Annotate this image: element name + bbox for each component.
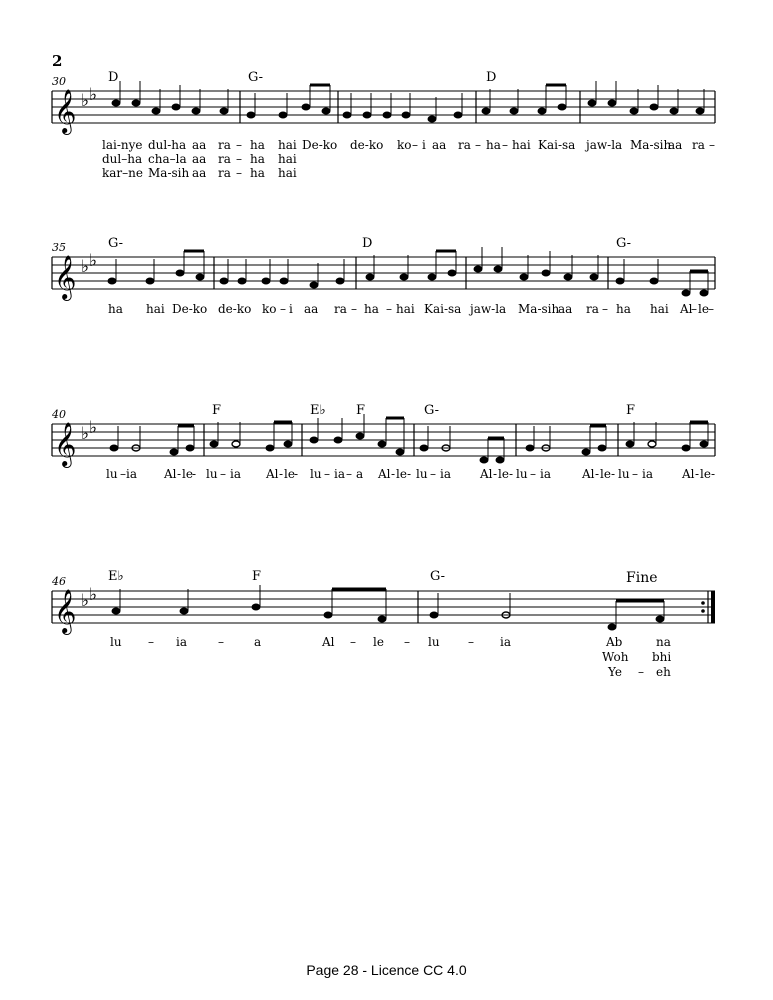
fine-marking: Fine [626,570,658,586]
lyric-syllable: hai [512,138,531,152]
lyric-syllable: – [148,635,154,649]
lyric-syllable: lu [516,467,528,481]
lyric-syllable: – [236,152,242,166]
flat-icon: ♭ [89,418,98,438]
lyric-syllable: jaw-la [470,302,507,316]
lyric-syllable: Kai-sa [424,302,462,316]
lyric-syllable: Al [322,635,335,649]
lyric-syllable: – [475,138,481,152]
lyric-syllable: ia [126,467,137,481]
lyric-syllable: Kai-sa [538,138,576,152]
chord-symbol: F [356,403,366,418]
chord-symbol: F [626,403,636,418]
lyric-syllable: ia [230,467,241,481]
lyric-syllable: na [656,635,671,649]
lyric-syllable: lu [206,467,218,481]
repeat-dot [701,609,705,613]
lyric-syllable: aa [668,138,683,152]
chord-symbol: D [108,70,119,85]
lyric-syllable: – [120,467,126,481]
lyric-syllable: hai [396,302,415,316]
chord-symbol: G- [248,70,264,85]
measure-number: 30 [52,75,66,88]
lyric-syllable: - [695,467,700,481]
lyric-syllable: Ye [608,665,622,679]
final-barline [711,591,715,623]
flat-icon: ♭ [89,251,98,271]
lyric-syllable: - [711,467,716,481]
lyric-syllable: le [498,467,509,481]
lyric-syllable: – [386,302,392,316]
lyric-syllable: Al [378,467,391,481]
lyric-syllable: - [493,467,498,481]
lyric-syllable: a [356,467,364,481]
lyric-syllable: ia [500,635,511,649]
lyric-syllable: dul-ha [148,138,187,152]
lyric-syllable: - [294,467,299,481]
page-footer: Page 28 - Licence CC 4.0 [306,962,467,978]
flat-icon: ♭ [89,85,98,105]
lyric-syllable: - [407,467,412,481]
flat-icon: ♭ [89,585,98,605]
lyric-syllable: ha [250,152,265,166]
lyric-syllable: le [182,467,193,481]
lyric-syllable: ha [616,302,631,316]
chord-symbol: G- [424,403,440,418]
flat-icon: ♭ [81,591,90,611]
lyric-syllable: bhi [652,650,672,664]
lyric-syllable: hai [278,152,297,166]
lyric-syllable: ha [486,138,501,152]
measure-number: 35 [52,241,66,254]
lyric-syllable: lu [106,467,118,481]
flat-icon: ♭ [81,91,90,111]
lyric-syllable: – [280,302,286,316]
lyric-syllable: le [700,467,711,481]
lyric-syllable: ra [692,138,705,152]
lyric-syllable: lu [416,467,428,481]
lyric-syllable: cha–la [148,152,187,166]
lyric-syllable: Al [266,467,279,481]
lyric-syllable: hai [278,166,297,180]
lyric-syllable: le [600,467,611,481]
lyric-syllable: – [691,302,697,316]
lyric-syllable: lu [428,635,440,649]
lyric-syllable: ia [642,467,653,481]
lyric-syllable: ia [334,467,345,481]
lyric-syllable: Al [164,467,177,481]
lyric-syllable: – [412,138,418,152]
lyric-syllable: le [284,467,295,481]
lyric-syllable: – [468,635,474,649]
lyric-syllable: le [698,302,709,316]
lyric-syllable: Al [582,467,595,481]
lyric-syllable: Ab [606,635,623,649]
treble-clef-icon: 𝄞 [54,255,77,299]
lyric-syllable: aa [192,138,207,152]
lyric-syllable: aa [192,166,207,180]
lyric-syllable: ra [458,138,471,152]
chord-symbol: E♭ [108,569,124,584]
chord-symbol: G- [616,236,632,251]
lyric-syllable: – [632,467,638,481]
lyric-syllable: – [236,138,242,152]
lyric-syllable: aa [192,152,207,166]
lyric-syllable: aa [558,302,573,316]
lyric-syllable: – [502,138,508,152]
lyric-syllable: dul–ha [102,152,143,166]
chord-symbol: D [362,236,373,251]
lyric-syllable: le [373,635,384,649]
lyric-syllable: - [509,467,514,481]
chord-symbol: G- [430,569,446,584]
lyric-syllable: – [236,166,242,180]
lyric-syllable: aa [432,138,447,152]
lyric-syllable: kar–ne [102,166,143,180]
lyric-syllable: Ma-sih [148,166,190,180]
lyric-syllable: hai [146,302,165,316]
lyric-syllable: lu [618,467,630,481]
lyric-syllable: jaw-la [586,138,623,152]
lyric-syllable: – [530,467,536,481]
flat-icon: ♭ [81,424,90,444]
lyric-syllable: ia [440,467,451,481]
lyric-syllable: - [391,467,396,481]
lyric-syllable: - [595,467,600,481]
lyric-syllable: a [254,635,262,649]
lyric-syllable: Ma-sih [518,302,560,316]
lyric-syllable: Al [480,467,493,481]
lyric-syllable: ra [218,138,231,152]
measure-number: 40 [52,408,66,421]
lyric-syllable: - [279,467,284,481]
lyric-syllable: – [346,467,352,481]
lyric-syllable: ra [334,302,347,316]
lyric-syllable: – [351,302,357,316]
lyric-syllable: – [218,635,224,649]
lyric-syllable: hai [650,302,669,316]
lyric-syllable: – [709,138,715,152]
lyric-syllable: De-ko [302,138,338,152]
measure-number: 46 [52,575,66,588]
chord-symbol: F [212,403,222,418]
flat-icon: ♭ [81,257,90,277]
lyric-syllable: eh [656,665,671,679]
lyric-syllable: ko [397,138,412,152]
lyric-syllable: ia [176,635,187,649]
chord-symbol: D [486,70,497,85]
lyric-syllable: lu [110,635,122,649]
lyric-syllable: – [430,467,436,481]
lyric-syllable: Al [682,467,695,481]
lyric-syllable: - [611,467,616,481]
lyric-syllable: aa [304,302,319,316]
lyric-syllable: i [289,302,293,316]
lyric-syllable: ia [540,467,551,481]
lyric-syllable: de-ko [218,302,252,316]
lyric-syllable: – [350,635,356,649]
lyric-syllable: i [422,138,426,152]
lyric-syllable: ha [250,138,265,152]
lyric-syllable: lai-nye [102,138,143,152]
chord-symbol: E♭ [310,403,326,418]
lyric-syllable: Woh [602,650,629,664]
lyric-syllable: ra [586,302,599,316]
lyric-syllable: De-ko [172,302,208,316]
lyric-syllable: Al [680,302,693,316]
lyric-syllable: ha [108,302,123,316]
treble-clef-icon: 𝄞 [54,89,77,133]
lyric-syllable: Ma-sih [630,138,672,152]
lyric-syllable: – [708,302,714,316]
lyric-syllable: – [324,467,330,481]
treble-clef-icon: 𝄞 [54,589,77,633]
lyric-syllable: le [396,467,407,481]
repeat-dot [701,601,705,605]
lyric-syllable: ra [218,166,231,180]
lyric-syllable: de-ko [350,138,384,152]
lyric-syllable: – [404,635,410,649]
chord-symbol: G- [108,236,124,251]
lyric-syllable: ko [262,302,277,316]
lyric-syllable: hai [278,138,297,152]
lyric-syllable: ra [218,152,231,166]
lyric-syllable: – [220,467,226,481]
lyric-syllable: lu [310,467,322,481]
lyric-syllable: - [177,467,182,481]
lyric-syllable: - [192,467,197,481]
lyric-syllable: – [602,302,608,316]
lyric-syllable: ha [250,166,265,180]
page-number: 2 [52,52,63,70]
lyric-syllable: ha [364,302,379,316]
lyric-syllable: – [638,665,644,679]
treble-clef-icon: 𝄞 [54,422,77,466]
chord-symbol: F [252,569,262,584]
